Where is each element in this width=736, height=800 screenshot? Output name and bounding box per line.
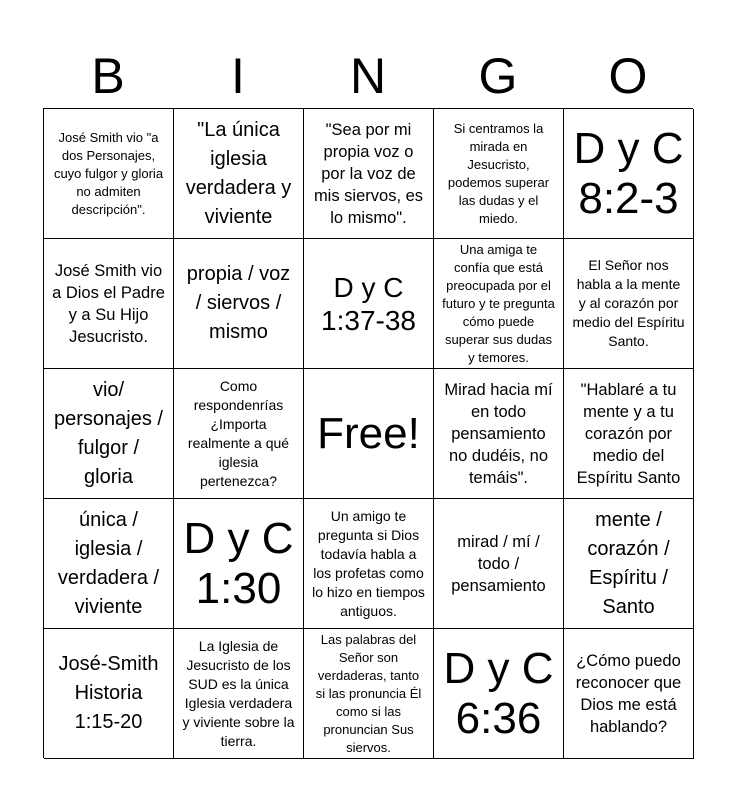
bingo-grid: [43, 108, 693, 758]
bingo-cell[interactable]: El Señor nos habla a la mente y al corazón por medio del Espíritu Santo.: [564, 239, 694, 369]
bingo-cell[interactable]: mente / corazón / Espíritu / Santo: [564, 499, 694, 629]
bingo-cell[interactable]: ¿Cómo puedo reconocer que Dios me está hablando?: [564, 629, 694, 759]
bingo-cell[interactable]: mirad / mí / todo / pensamiento: [434, 499, 564, 629]
bingo-header: [43, 44, 693, 108]
header-letter-b: B: [91, 48, 125, 104]
bingo-cell[interactable]: "La única iglesia verdadera y viviente: [174, 109, 304, 239]
bingo-cell[interactable]: Las palabras del Señor son verdaderas, tanto si las pronuncia Él como si las pronuncian Sus siervos.: [304, 629, 434, 759]
bingo-cell[interactable]: Mirad hacia mí en todo pensamiento no dudéis, no temáis".: [434, 369, 564, 499]
free-space[interactable]: Free!: [304, 369, 434, 499]
header-letter-g: G: [478, 48, 518, 104]
bingo-cell[interactable]: "Sea por mi propia voz o por la voz de mis siervos, es lo mismo".: [304, 109, 434, 239]
bingo-cell[interactable]: "Hablaré a tu mente y a tu corazón por medio del Espíritu Santo: [564, 369, 694, 499]
bingo-cell[interactable]: Como respondenrías ¿Importa realmente a qué iglesia pertenezca?: [174, 369, 304, 499]
bingo-cell[interactable]: La Iglesia de Jesucristo de los SUD es la única Iglesia verdadera y viviente sobre la tierra.: [174, 629, 304, 759]
bingo-cell[interactable]: José Smith vio "a dos Personajes, cuyo fulgor y gloria no admiten descripción".: [44, 109, 174, 239]
bingo-cell[interactable]: única / iglesia / verdadera / viviente: [44, 499, 174, 629]
bingo-cell[interactable]: José-Smith Historia 1:15-20: [44, 629, 174, 759]
bingo-cell[interactable]: D y C 1:37-38: [304, 239, 434, 369]
bingo-cell[interactable]: Si centramos la mirada en Jesucristo, podemos superar las dudas y el miedo.: [434, 109, 564, 239]
header-letter-o: O: [608, 48, 648, 104]
bingo-cell[interactable]: propia / voz / siervos / mismo: [174, 239, 304, 369]
bingo-cell[interactable]: Una amiga te confía que está preocupada por el futuro y te pregunta cómo puede superar sus dudas y temores.: [434, 239, 564, 369]
header-letter-n: N: [349, 48, 387, 104]
bingo-cell[interactable]: D y C 6:36: [434, 629, 564, 759]
bingo-cell[interactable]: vio/ personajes / fulgor / gloria: [44, 369, 174, 499]
bingo-cell[interactable]: D y C 1:30: [174, 499, 304, 629]
bingo-cell[interactable]: José Smith vio a Dios el Padre y a Su Hijo Jesucristo.: [44, 239, 174, 369]
bingo-cell[interactable]: D y C 8:2-3: [564, 109, 694, 239]
bingo-cell[interactable]: Un amigo te pregunta si Dios todavía habla a los profetas como lo hizo en tiempos antiguos.: [304, 499, 434, 629]
header-letter-i: I: [231, 48, 245, 104]
